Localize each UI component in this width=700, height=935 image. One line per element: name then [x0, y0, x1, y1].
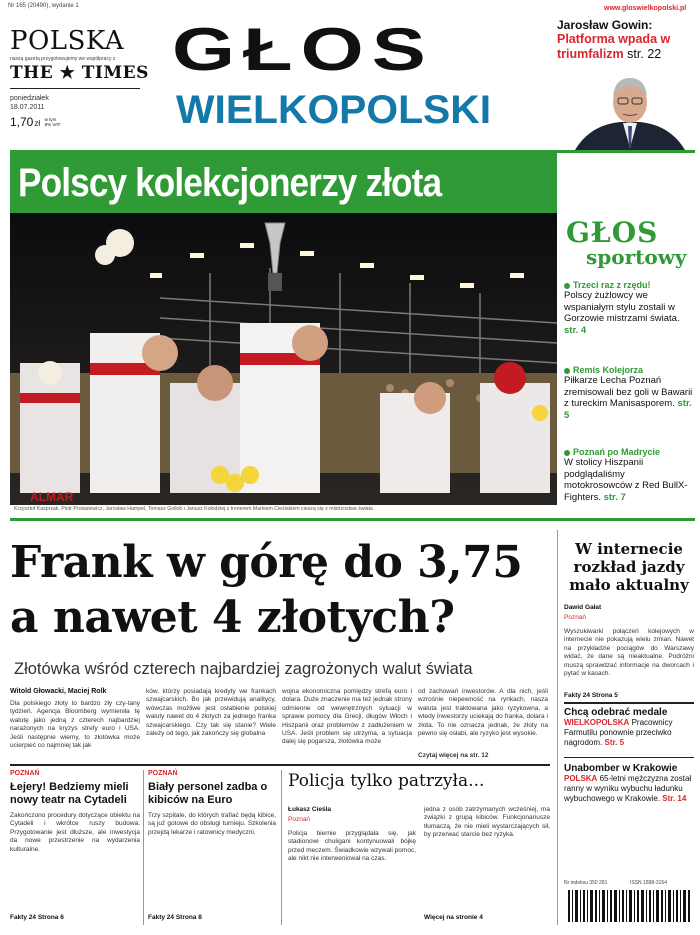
price-block [10, 113, 63, 131]
bottom-head-2[interactable]: Biały personel zadba o kibiców na Euro [148, 781, 268, 806]
svg-text:ALMAR: ALMAR [30, 490, 74, 504]
bullet-icon [564, 368, 570, 374]
sport-photo[interactable] [10, 213, 557, 505]
bullet-icon [564, 450, 570, 456]
teaser-medale-text: WIELKOPOLSKA Pracownicy Farmutilu ponownie przeciwko nagrodom. Str. 5 [564, 718, 673, 747]
main-deck: Złotówka wśród czterech najbardziej zagrożonych walut świata [14, 660, 473, 678]
bottom-divider-2 [281, 770, 282, 925]
sport-item-text: W stolicy Hiszpanii podglądaliśmy motokrosowców z Red BullX-Fighters. str. 7 [564, 457, 688, 503]
right-sep-1 [564, 702, 694, 704]
teaser-person: Jarosław Gowin: [557, 18, 653, 32]
bottom-city-3: Poznań [288, 816, 311, 823]
right-body: Wyszukiwarki połączeń kolejowych w internecie nie pokazują wielu zmian. Nawet na przykładzie pociągów do Warszawy widać, że dane są nieaktualne. Podróżni muszą sprawdzać informacje na dworcach i pytać w kasach. [564, 628, 694, 678]
main-byline: Witold Głowacki, Maciej Rolk [10, 688, 107, 695]
bottom-page-1[interactable]: Fakty 24 Strona 6 [10, 914, 64, 921]
logo-glos[interactable]: GŁOS [172, 16, 434, 83]
main-col-4: od zachowań inwestorów. A dla nich, jeśli wzrośnie niepewność na rynkach, nasza waluta jest traktowana jako ryzykowna, a wtedy inwestorzy uciekają do franka, dolara i złota. To nie oznacza jednak, że złoty na pewno się osłabi, ale ryzyko jest wysokie. [418, 688, 548, 738]
teaser-unabomber-text: POLSKA 65-letni mężczyzna został ranny w wyniku wybuchu ładunku wybuchowego w Krakowie. Str. 14 [564, 774, 692, 803]
sport-item-title: Trzeci raz z rzędu! [564, 280, 694, 290]
issue-date: 18.07.2011 [10, 104, 45, 111]
sport-item-title: Poznań po Madrycie [564, 447, 694, 457]
polska-logo: POLSKA [10, 26, 125, 56]
bottom-head-3[interactable]: Policja tylko patrzyła... [288, 771, 485, 791]
sport-item-3[interactable] [564, 447, 694, 503]
price-unit: zł [34, 119, 41, 128]
bottom-city-1: POZNAŃ [10, 770, 40, 777]
right-col-divider [557, 530, 558, 925]
issue-number: Nr 165 (20490), wydanie 1 [8, 3, 79, 9]
teaser-headline [557, 32, 695, 62]
sport-section-title: GŁOS [566, 216, 659, 249]
main-col-3: wojna ekonomiczna pomiędzy strefą euro i dolara. Duże znaczenie ma też jednak strony odmienne od wewnętrznych sytuacji w sprawie pomocy dla Grecji, długów Włoch i Hiszpanii oraz problemów z zadłużeniem w USA. Jeśli problem się utrzyma, a sytuacja dalej się pogarsza, złotówka może [282, 688, 412, 746]
vat-note: w tym 8% VAT [44, 116, 61, 127]
bottom-page-2[interactable]: Fakty 24 Strona 8 [148, 914, 202, 921]
teaser-unabomber-title: Unabomber w Krakowie [564, 763, 678, 774]
bottom-head-1[interactable]: Łejery! Bedziemy mieli nowy teatr na Cytadeli [10, 781, 129, 806]
sport-section-subtitle: sportowy [586, 245, 687, 269]
right-sep-2 [564, 757, 694, 758]
sport-item-text: Piłkarze Lecha Poznań zremisowali bez goli w Bawarii z tureckim Manisasporem. str. 5 [564, 375, 693, 421]
teaser-page: str. 22 [627, 47, 662, 61]
right-byline: Dawid Gałat [564, 604, 602, 611]
right-city: Poznań [564, 614, 587, 621]
issn-number: ISSN 1898-3154 [630, 880, 667, 886]
bottom-text-1: Zakończono procedury dotyczące obiektu na Cytadeli i wkrótce ruszy budowa. Przygotowanie jest dłuższe, ale inwestycja da nowe przestrzenie na wydarzenia kulturalne. [10, 812, 140, 853]
issue-day: poniedziałek [10, 95, 49, 102]
bottom-text-2: Trzy szpitale, do których trafiać będą kibice, są już gotowe do obsługi turnieju. Szkolenia przejdą lekarze i ratownicy medyczni. [148, 812, 276, 836]
bottom-city-2: POZNAŃ [148, 770, 178, 777]
sport-item-2[interactable] [564, 365, 694, 421]
main-continued[interactable]: Czytaj więcej na str. 12 [418, 752, 489, 759]
teaser-medale-title: Chcą odebrać medale [564, 707, 668, 718]
bullet-icon [564, 283, 570, 289]
site-url[interactable]: www.gloswielkopolski.pl [604, 5, 687, 12]
sport-item-title: Remis Kolejorza [564, 365, 694, 375]
polska-tagline: naszą gazetą przygotowujemy we współpracy z [10, 56, 116, 62]
barcode [566, 890, 692, 926]
main-headline-2[interactable]: a nawet 4 złotych? [10, 592, 455, 643]
main-headline-1[interactable]: Frank w górę do 3,75 [10, 537, 523, 588]
sport-item-1[interactable] [564, 280, 694, 336]
times-logo: THE ★ TIMES [10, 63, 149, 83]
teaser-headline-text: Platforma wpada w triumfalizm [557, 32, 671, 61]
logo-wielkopolski[interactable]: WIELKOPOLSKI [176, 88, 492, 132]
main-col-1: Dla polskiego złoty to bardzo zły czy-tany tydzień. Agencja Bloomberg wymieniła tę walutę jako jedną z czterech najbardziej narażonych na kryzys strefy euro i USA. Jeśli następnie wiemy, to złotówka może ucierpieć co najmniej tak jak [10, 700, 140, 750]
index-number: Nr indeksu 350 281 [564, 880, 608, 886]
bottom-divider-1 [143, 770, 144, 925]
right-page[interactable]: Fakty 24 Strona 5 [564, 692, 618, 699]
gowin-portrait [565, 70, 695, 150]
bottom-strip-rule [10, 764, 550, 766]
right-headline[interactable]: W internecie rozkład jazdy mało aktualny [569, 540, 689, 594]
main-col-2: ków, którzy posiadają kredyty we frankach szwajcarskich. Bo jak przewidują analitycy, wówczas możliwe jest osłabienie polskiej waluty nawet do 4 złotych za jednego franka szwajcarskiego. Czy tak się stanie? Wiele zależy od tego, jak zakończy się globalna [146, 688, 276, 738]
photo-caption: Krzysztof Kasprzak, Piotr Protasiewicz, Jarosław Hampel, Tomasz Gollob i Janusz Kołodziej z trenerem Markiem Cieślakiem cieszą się z mistrzostwa świata [14, 506, 373, 512]
bottom-byline-3: Łukasz Cieśla [288, 806, 331, 813]
price: 1,70 [10, 115, 34, 129]
sport-banner-title: Polscy kolekcjonerzy złota [18, 161, 442, 205]
sport-bottom-rule [10, 518, 695, 521]
bottom-text-3b: jedna z osób zatrzymanych wcześniej, ma związki z grupą kibiców. Funkcjonariusze tłumaczą, że nie mieli wystarczających sił, by przerwać starcie bez ryzyka. [424, 806, 550, 839]
teaser-unabomber[interactable] [564, 763, 694, 804]
bottom-page-3[interactable]: Więcej na stronie 4 [424, 914, 483, 921]
masthead-divider [10, 88, 140, 89]
sport-item-text: Polscy żużlowcy we wspaniałym stylu zostali w Gorzowie mistrzami świata. str. 4 [564, 290, 680, 336]
top-teaser[interactable] [557, 18, 695, 62]
bottom-text-3a: Policja biernie przyglądała się, jak stadionowi chuligani kontynuowali bójkę przed meczem. Świadkowie wzywali pomoc, ale nikt nie interweniował na czas. [288, 830, 416, 863]
teaser-medale[interactable] [564, 707, 694, 748]
